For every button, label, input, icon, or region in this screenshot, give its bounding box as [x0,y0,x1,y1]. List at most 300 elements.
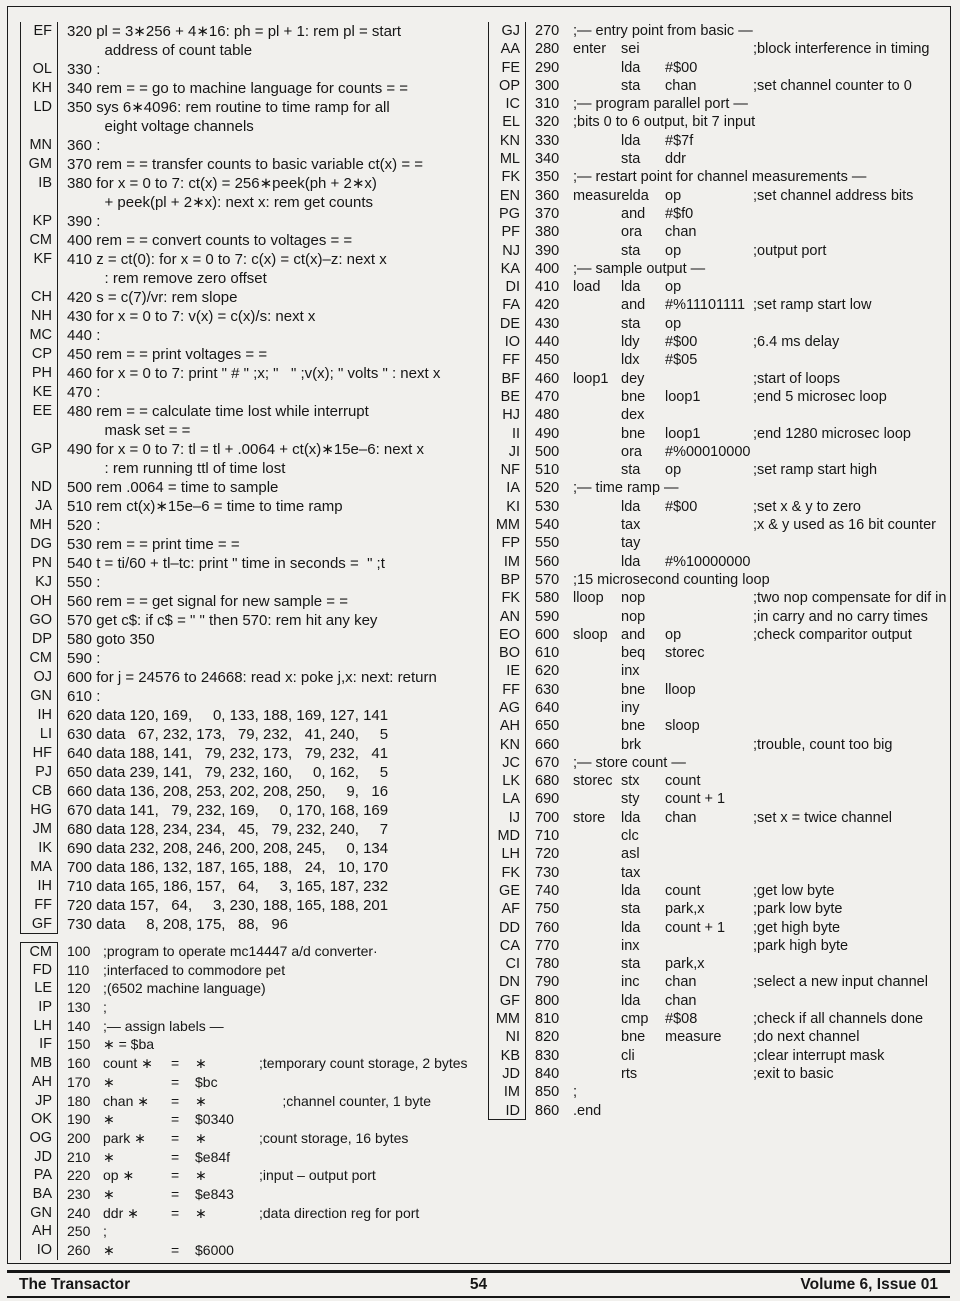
opcode-field: rts [621,1065,638,1082]
opcode-field: tay [621,535,641,552]
comment-field: ;set ramp start low [753,297,872,314]
listing-row [488,662,952,680]
checksum-code: AF [488,900,526,918]
checksum-code: GP [20,440,58,459]
checksum-code: MD [488,827,526,845]
checksum-code: CP [20,345,58,364]
code-line [526,77,952,95]
operand-field: chan [665,77,697,94]
code-line: 670 data 141, 79, 232, 169, 0, 170, 168, 169 [67,802,389,819]
line-number: 480 [535,407,560,424]
listing-row [488,333,952,351]
code-line [58,1017,482,1036]
line-number: 680 [535,773,560,790]
checksum-code: LA [488,790,526,808]
listing-row [20,1017,482,1036]
line-number: 130 [67,999,91,1016]
code-line [526,827,952,845]
line-number: 490 [535,425,560,442]
comment-field: ;channel counter, 1 byte [259,1092,431,1109]
listing-row [488,187,952,205]
operand-field: sloop [665,718,700,735]
code-line: 330 : [67,61,101,78]
listing-row [488,113,952,131]
operand-field: $e84f [195,1148,231,1165]
checksum-code: IC [488,95,526,113]
listing-row [20,1148,482,1167]
footer-issue: Volume 6, Issue 01 [800,1275,938,1293]
checksum-code: BE [488,388,526,406]
code-line [58,1073,482,1092]
checksum-code: AA [488,40,526,58]
checksum-code: IH [20,706,58,725]
label-field: ∗ [103,1185,115,1202]
checksum-code: PJ [20,763,58,782]
checksum-code: LH [488,845,526,863]
listing-row [20,1035,482,1054]
label-field: op ∗ [103,1167,135,1184]
checksum-code: IK [20,839,58,858]
listing-row [488,205,952,223]
checksum-code: IM [488,1083,526,1101]
code-line [58,1241,482,1260]
opcode-field: lda [621,882,641,899]
code-line: : rem remove zero offset [67,270,267,287]
checksum-code: FF [20,896,58,915]
checksum-code: JD [20,1148,58,1167]
opcode-field: = [171,1092,180,1109]
operand-field: ddr [665,151,686,168]
footer-magazine-title: The Transactor [19,1275,131,1293]
footer-rule-bottom [7,1296,950,1298]
listing-row [488,260,952,278]
opcode-field: = [171,1073,180,1090]
comment-field: ;end 1280 microsec loop [753,425,911,442]
opcode-field: clc [621,828,639,845]
comment-field: ;data direction reg for port [259,1204,420,1221]
footer-page-number: 54 [469,1275,488,1293]
operand-field: #$7f [665,132,694,149]
listing-row [20,478,482,497]
comment-field: ;check if all channels done [753,1011,924,1028]
operand-field: loop1 [665,388,701,405]
line-number: 690 [535,791,560,808]
code-line: 400 rem = = convert counts to voltages = = [67,232,353,249]
listing-row [20,383,482,402]
checksum-code: IE [488,662,526,680]
operand-field: op [665,279,682,296]
listing-row [488,461,952,479]
listing-row [488,553,952,571]
checksum-code: DN [488,973,526,991]
opcode-field: = [171,1129,180,1146]
opcode-field: ldx [621,352,640,369]
checksum-code: PG [488,205,526,223]
checksum-code: DI [488,278,526,296]
code-line [526,406,952,424]
checksum-code: IP [20,998,58,1017]
code-line [526,315,952,333]
line-number: 350 [535,169,560,186]
comment-field: ;output port [753,242,827,259]
opcode-field: lda [621,132,641,149]
checksum-code: OP [488,77,526,95]
code-line [526,571,952,589]
listing-row [20,942,482,961]
checksum-code: CM [20,649,58,668]
line-text: ∗ = $ba [103,1036,155,1053]
checksum-code [20,269,58,288]
listing-row [20,1129,482,1148]
listing-basic-program [20,22,482,934]
line-number: 290 [535,59,560,76]
code-line [526,772,952,790]
listing-row [20,1092,482,1111]
checksum-code: KP [20,212,58,231]
listing-row [20,611,482,630]
line-text: ;(6502 machine language) [103,980,266,997]
listing-row [20,307,482,326]
checksum-code: MM [488,516,526,534]
operand-field: chan [665,992,697,1009]
code-line: 600 for j = 24576 to 24668: read x: poke j,x: next: return [67,669,437,686]
checksum-code: KN [488,132,526,150]
page-footer [7,1270,950,1298]
line-number: 500 [535,443,560,460]
checksum-code: IB [20,174,58,193]
checksum-code: GN [20,687,58,706]
opcode-field: lda [621,992,641,1009]
line-number: 190 [67,1111,91,1128]
opcode-field: = [171,1204,180,1221]
code-line: 370 rem = = transfer counts to basic variable ct(x) = = [67,156,424,173]
code-line [526,498,952,516]
checksum-code: FF [488,681,526,699]
listing-row [20,231,482,250]
code-line [526,681,952,699]
code-line: 410 z = ct(0): for x = 0 to 7: c(x) = ct(x)–z: next x [67,251,387,268]
line-number: 820 [535,1029,560,1046]
line-text: ;program to operate mc14447 a/d converter· [103,943,378,959]
opcode-field: iny [621,699,640,716]
code-line [58,1110,482,1129]
line-number: 170 [67,1073,91,1090]
operand-field: op [665,315,682,332]
listing-row [20,1110,482,1129]
operand-field: storec [665,645,705,662]
code-line [526,553,952,571]
checksum-code: JP [20,1092,58,1111]
listing-row [20,440,482,459]
opcode-field: bne [621,425,646,442]
label-field: sloop [573,626,608,643]
code-line: 620 data 120, 169, 0, 133, 188, 169, 127, 141 [67,707,389,724]
listing-row [488,1028,952,1046]
code-line [526,845,952,863]
line-number: 320 [535,114,560,131]
checksum-code: KN [488,736,526,754]
listing-row [20,877,482,896]
code-line [526,699,952,717]
checksum-code: JM [20,820,58,839]
listing-assembly-code [488,22,952,1120]
listing-row [488,1102,952,1120]
comment-field: ;check comparitor output [753,626,912,643]
opcode-field: = [171,1055,180,1072]
comment-field: ;6.4 ms delay [753,334,840,351]
comment-field: ;select a new input channel [753,974,928,991]
code-line [526,992,952,1010]
comment-field: ;block interference in timing [753,41,930,58]
checksum-code: KI [488,498,526,516]
checksum-code: MN [20,136,58,155]
code-line: 420 s = c(7)/vr: rem slope [67,289,238,306]
code-line [526,589,952,607]
label-field: enter [573,41,607,58]
operand-field: op [665,242,682,259]
code-line [526,388,952,406]
listing-row [20,820,482,839]
code-line [526,1028,952,1046]
line-number: 160 [67,1055,91,1072]
listing-row [20,98,482,117]
code-line: 320 pl = 3∗256 + 4∗16: ph = pl + 1: rem pl = start [67,23,402,40]
code-line [526,168,952,186]
checksum-code: BA [20,1185,58,1204]
checksum-code: KA [488,260,526,278]
listing-row [488,608,952,626]
checksum-code: OG [20,1129,58,1148]
listing-row [20,41,482,60]
opcode-field: lda [621,553,641,570]
code-line: 460 for x = 0 to 7: print " # " ;x; " " ;v(x); " volts " : next x [67,365,441,382]
opcode-field: = [171,1111,180,1128]
line-text: ;— entry point from basic — [573,23,753,39]
listing-row [488,864,952,882]
comment-field: ;set channel counter to 0 [753,77,912,94]
comment-field: ;set channel address bits [753,187,914,204]
listing-row [20,649,482,668]
code-line [526,882,952,900]
code-line [526,937,952,955]
listing-row [20,402,482,421]
code-line: 610 : [67,688,101,705]
checksum-code: KJ [20,573,58,592]
line-number: 760 [535,919,560,936]
line-text: .end [573,1102,602,1119]
line-number: 550 [535,535,560,552]
listing-row [20,554,482,573]
checksum-code: II [488,425,526,443]
code-line [58,1204,482,1223]
label-field: chan ∗ [103,1092,149,1109]
listing-row [488,1047,952,1065]
comment-field: ;end 5 microsec loop [753,388,887,405]
checksum-code: BF [488,370,526,388]
line-text: ;15 microsecond counting loop [573,571,770,588]
code-line [526,296,952,314]
opcode-field: inx [621,663,640,680]
checksum-code: KH [20,79,58,98]
code-line [526,150,952,168]
checksum-code: IO [20,1241,58,1260]
code-line: 380 for x = 0 to 7: ct(x) = 256∗peek(ph + 2∗x) [67,175,377,192]
opcode-field: sei [621,41,640,58]
listing-row [20,535,482,554]
listing-row [488,973,952,991]
operand-field: #$05 [665,352,698,369]
code-line: 580 goto 350 [67,631,155,648]
opcode-field: and [621,626,646,643]
listing-row [488,479,952,497]
checksum-code: EF [20,22,58,41]
opcode-field: bne [621,681,646,698]
opcode-field: lda [621,279,641,296]
line-number: 520 [535,480,560,497]
checksum-code: CH [20,288,58,307]
line-number: 640 [535,699,560,716]
operand-field: chan [665,224,697,241]
code-line [526,95,952,113]
code-line [526,1065,952,1083]
line-number: 530 [535,498,560,515]
line-number: 660 [535,736,560,753]
listing-row [488,296,952,314]
listing-row [20,212,482,231]
code-line: 690 data 232, 208, 246, 200, 208, 245, 0, 134 [67,840,389,857]
comment-field: ;count storage, 16 bytes [259,1129,409,1146]
line-number: 780 [535,956,560,973]
listing-row [20,839,482,858]
comment-field: ;do next channel [753,1029,860,1046]
comment-field: ;park low byte [753,901,843,918]
code-line [526,425,952,443]
operand-field: op [665,187,682,204]
checksum-code: GF [20,915,58,934]
listing-row [20,1166,482,1185]
opcode-field: beq [621,645,646,662]
checksum-code: IJ [488,809,526,827]
line-text: ;— sample output — [573,260,706,277]
opcode-field: sta [621,77,641,94]
listing-row [20,744,482,763]
listing-row [488,882,952,900]
code-line: + peek(pl + 2∗x): next x: rem get counts [67,194,374,211]
code-line: 440 : [67,327,101,344]
code-line: 720 data 157, 64, 3, 230, 188, 165, 188, 201 [67,897,389,914]
code-line: 590 : [67,650,101,667]
code-line [526,534,952,552]
label-field: storec [573,773,613,790]
code-line: 570 get c$: if c$ = " " then 570: rem hit any key [67,612,378,629]
operand-field: #$08 [665,1011,698,1028]
listing-row [20,269,482,288]
code-line: 430 for x = 0 to 7: v(x) = c(x)/s: next x [67,308,316,325]
checksum-code: CM [20,231,58,250]
listing-row [20,1241,482,1260]
opcode-field: = [171,1148,180,1165]
code-line [526,132,952,150]
comment-field: ;trouble, count too big [753,736,893,753]
checksum-code: EL [488,113,526,131]
line-number: 330 [535,132,560,149]
listing-row [488,845,952,863]
checksum-code: PA [20,1166,58,1185]
checksum-code [20,41,58,60]
checksum-code: KE [20,383,58,402]
comment-field: ;clear interrupt mask [753,1047,885,1064]
comment-field: ;temporary count storage, 2 bytes [259,1055,468,1072]
checksum-code: KF [20,250,58,269]
listing-row [20,763,482,782]
checksum-code: GO [20,611,58,630]
operand-field: park,x [665,956,705,973]
line-number: 750 [535,901,560,918]
listing-row [20,326,482,345]
checksum-code: OL [20,60,58,79]
listing-row [488,1083,952,1101]
listing-row [20,516,482,535]
opcode-field: sta [621,242,641,259]
listing-row [488,717,952,735]
checksum-code: ND [20,478,58,497]
line-number: 720 [535,846,560,863]
code-line [526,205,952,223]
code-line [526,754,952,772]
line-number: 140 [67,1017,91,1034]
line-number: 410 [535,279,560,296]
code-line [58,1092,482,1111]
label-field: store [573,809,606,826]
line-number: 180 [67,1092,91,1109]
operand-field: ∗ [195,1129,207,1146]
label-field: ∗ [103,1242,115,1258]
code-line: 360 : [67,137,101,154]
operand-field: count + 1 [665,791,726,808]
code-line [526,790,952,808]
listing-row [488,351,952,369]
checksum-code: NI [488,1028,526,1046]
checksum-code: IH [20,877,58,896]
checksum-code: OJ [20,668,58,687]
operand-field: ∗ [195,1204,207,1221]
listing-row [20,174,482,193]
checksum-code: MH [20,516,58,535]
listing-row [488,516,952,534]
code-line [526,1010,952,1028]
listing-row [488,242,952,260]
listing-row [488,1065,952,1083]
code-line [526,113,952,131]
checksum-code: NJ [488,242,526,260]
listing-row [20,60,482,79]
listing-row [488,919,952,937]
operand-field: measure [665,1029,722,1046]
checksum-code: PF [488,223,526,241]
line-number: 710 [535,828,560,845]
code-line [526,443,952,461]
listing-row [488,59,952,77]
line-number: 100 [67,943,91,959]
listing-row [488,406,952,424]
checksum-code [20,421,58,440]
checksum-code: FE [488,59,526,77]
listing-row [488,498,952,516]
code-line: 680 data 128, 234, 234, 45, 79, 232, 240, 7 [67,821,389,838]
listing-row [20,288,482,307]
checksum-code: IF [20,1035,58,1054]
listing-row [20,687,482,706]
